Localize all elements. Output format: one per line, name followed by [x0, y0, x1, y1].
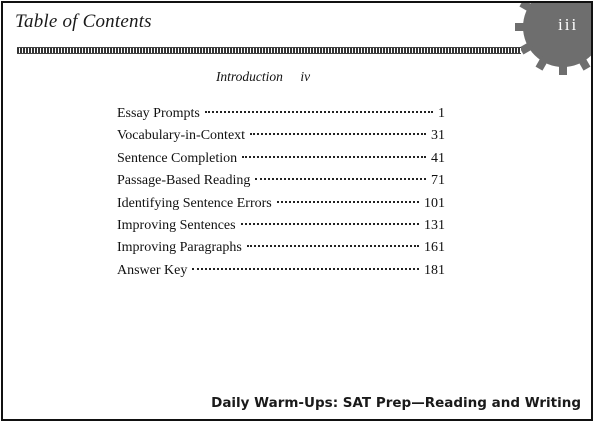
toc-entry-label: Improving Sentences: [117, 217, 236, 233]
toc-entry-page: 71: [431, 173, 445, 189]
toc-leader: [192, 268, 419, 270]
toc-leader: [277, 201, 419, 203]
toc-entry-page: 41: [431, 150, 445, 166]
toc-entry[interactable]: [117, 173, 445, 195]
toc-leader: [255, 178, 426, 180]
toc-entry-label: Vocabulary-in-Context: [117, 128, 246, 144]
toc-entry[interactable]: [117, 151, 445, 173]
toc-entry[interactable]: [117, 196, 445, 218]
toc-entry-page: 1: [438, 106, 445, 121]
toc-leader: [247, 245, 419, 247]
toc-leader: [250, 133, 426, 135]
header-rule: [17, 47, 521, 54]
toc-entry-label: Essay Prompts: [117, 106, 200, 121]
toc-entry-label: Answer Key: [117, 262, 188, 278]
toc-entry[interactable]: [117, 240, 445, 262]
toc-entry[interactable]: [117, 128, 445, 150]
toc-leader: [241, 223, 419, 225]
toc-entry-page: 161: [424, 240, 445, 256]
toc-entry-page: 181: [424, 262, 445, 278]
introduction-page: iv: [300, 69, 311, 84]
toc-entry-page: 31: [431, 128, 445, 144]
toc-entry[interactable]: [117, 263, 445, 285]
toc-list: [117, 106, 445, 285]
page-frame: [1, 1, 593, 421]
toc-leader: [242, 156, 426, 158]
toc-entry-label: Sentence Completion: [117, 150, 238, 166]
toc-entry-label: Identifying Sentence Errors: [117, 195, 272, 211]
introduction-label: Introduction: [215, 69, 283, 84]
toc-entry-page: 101: [424, 195, 445, 211]
toc-entry-label: Passage-Based Reading: [117, 173, 251, 189]
introduction-line: [3, 69, 523, 85]
page-number: iii: [558, 15, 579, 34]
toc-entry[interactable]: [117, 218, 445, 240]
book-title-footer: Daily Warm-Ups: SAT Prep—Reading and Writing: [211, 395, 581, 411]
toc-leader: [205, 111, 433, 113]
toc-entry-label: Improving Paragraphs: [117, 240, 242, 256]
page-title: Table of Contents: [15, 11, 152, 32]
toc-entry[interactable]: [117, 106, 445, 128]
gear-badge-icon: [513, 1, 593, 77]
toc-entry-page: 131: [424, 217, 445, 233]
